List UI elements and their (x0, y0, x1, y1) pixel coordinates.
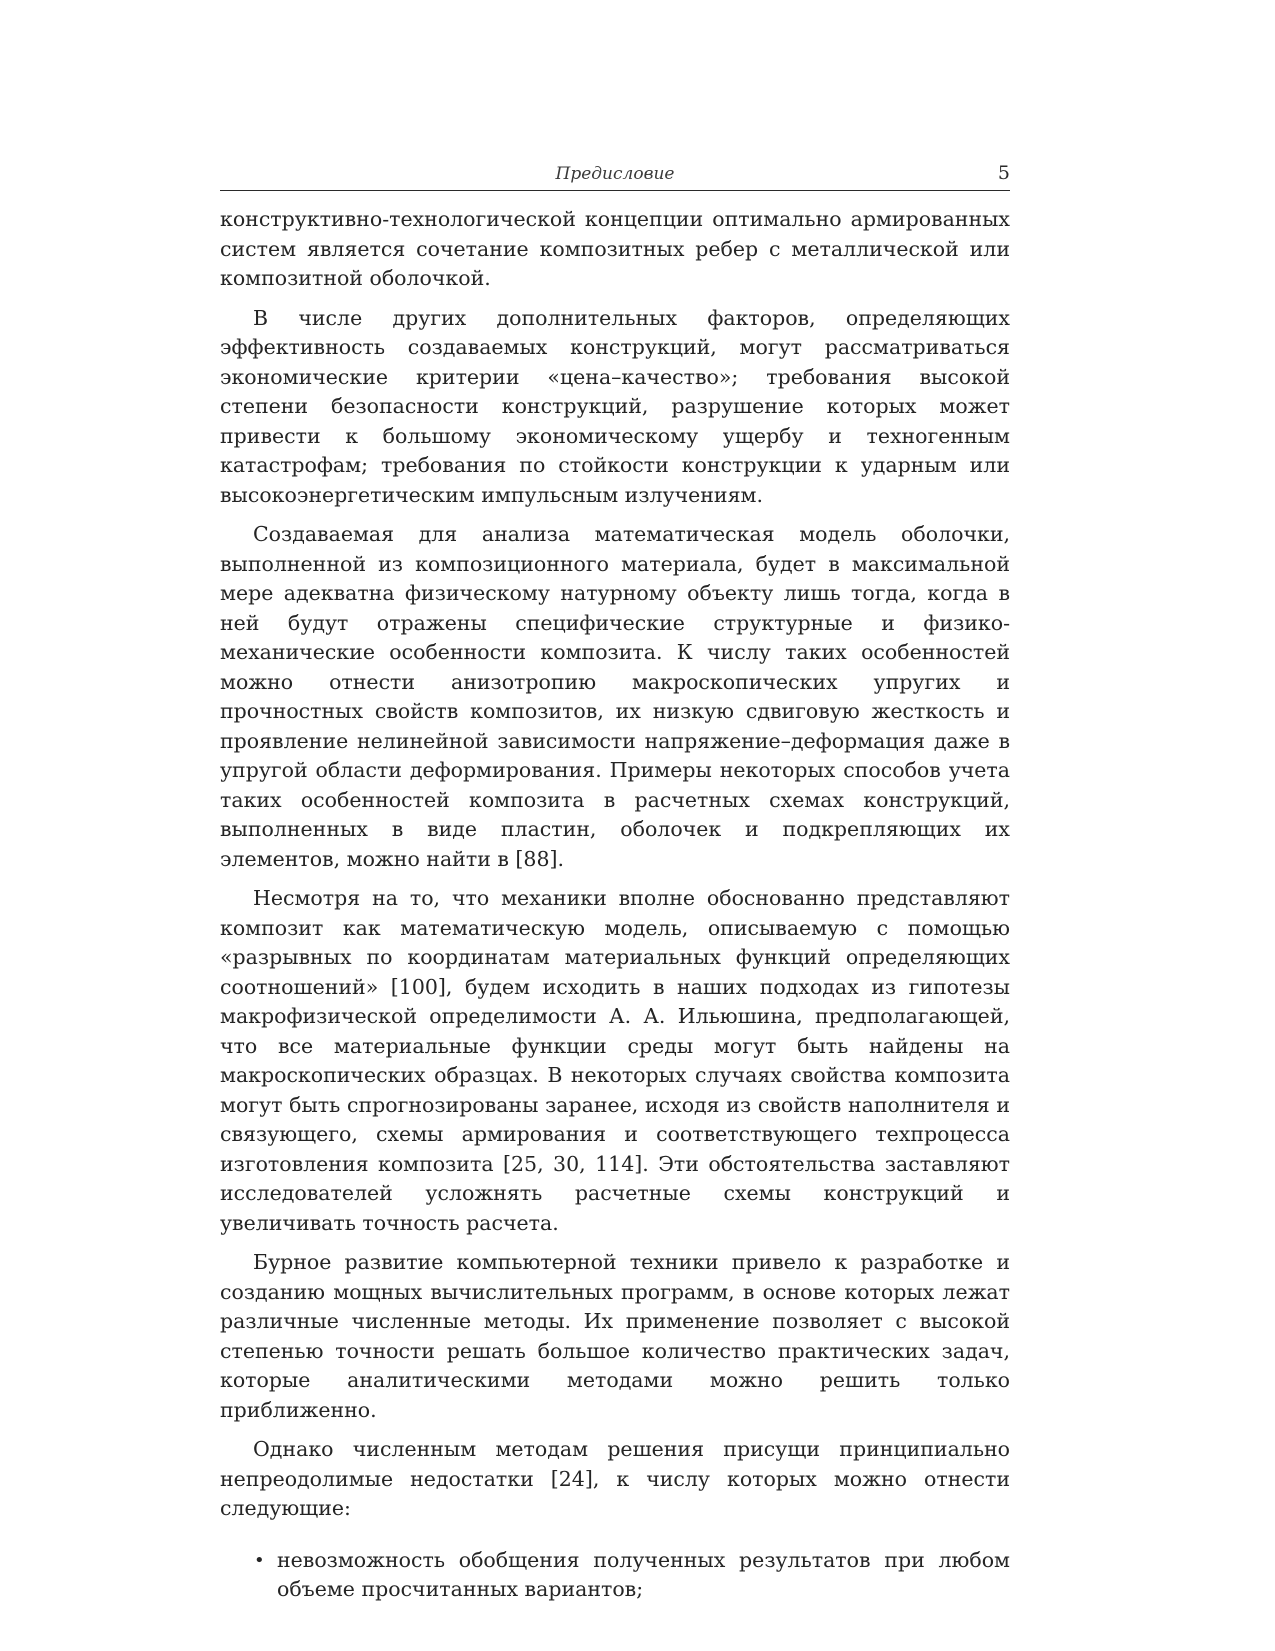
list-item (220, 1546, 1010, 1605)
running-title: Предисловие (555, 164, 675, 184)
running-header (220, 160, 1010, 191)
paragraph-composite-hypothesis: Несмотря на то, что механики вполне обоснованно представляют композит как математическую модель, описываемую с помощью «разрывных по координатам материальных функций определяющих соотношений» [100], будем исходить в наших подходах из гипотезы макрофизической определимости А. А. Ильюшина, предполагающей, что все материальные функции среды могут быть найдены на макроскопических образцах. В некоторых случаях свойства композита могут быть спрогнозированы заранее, исходя из свойств наполнителя и связующего, схемы армирования и соответствующего техпроцесса изготовления композита [25, 30, 114]. Эти обстоятельства заставляют исследователей усложнять расчетные схемы конструкций и увеличивать точность расчета. (220, 886, 1010, 1235)
paragraph-computer-development: Бурное развитие компьютерной техники привело к разработке и созданию мощных вычислительных программ, в основе которых лежат различные численные методы. Их применение позволяет с высокой степенью точности решать большое количество практических задач, которые аналитическими методами можно решить только приближенно. (220, 1250, 1010, 1422)
paragraph-additional-factors: В числе других дополнительных факторов, определяющих эффективность создаваемых конструкций, могут рассматриваться экономические критерии «цена–качество»; требования высокой степени безопасности конструкций, разрушение которых может привести к большому экономическому ущербу и техногенным катастрофам; требования по стойкости конструкции к ударным или высокоэнергетическим импульсным излучениям. (220, 305, 1010, 507)
body-text (220, 205, 1010, 1605)
bullet-icon: • (254, 1549, 265, 1571)
drawbacks-list (220, 1546, 1010, 1605)
paragraph-mathematical-model: Создаваемая для анализа математическая модель оболочки, выполненной из композиционного материала, будет в максимальной мере адекватна физическому натурному объекту лишь тогда, когда в ней будут отражены специфические структурные и физико-механические особенности композита. К числу таких особенностей можно отнести анизотропию макроскопических упругих и прочностных свойств композитов, их низкую сдвиговую жесткость и проявление нелинейной зависимости напряжение–деформация даже в упругой области деформирования. Примеры некоторых способов учета таких особенностей композита в расчетных схемах конструкций, выполненных в виде пластин, оболочек и подкрепляющих их элементов, можно найти в [88]. (220, 522, 1010, 871)
page-number: 5 (997, 162, 1010, 184)
list-item-text: невозможность обобщения полученных результатов при любом объеме просчитанных вариантов; (277, 1547, 1010, 1601)
paragraph-continuation: конструктивно-технологической концепции оптимально армированных систем является сочетание композитных ребер с металлической или композитной оболочкой. (220, 207, 1010, 290)
paragraph-numerical-drawbacks: Однако численным методам решения присущи принципиально непреодолимые недостатки [24], к числу которых можно отнести следующие: (220, 1437, 1010, 1520)
